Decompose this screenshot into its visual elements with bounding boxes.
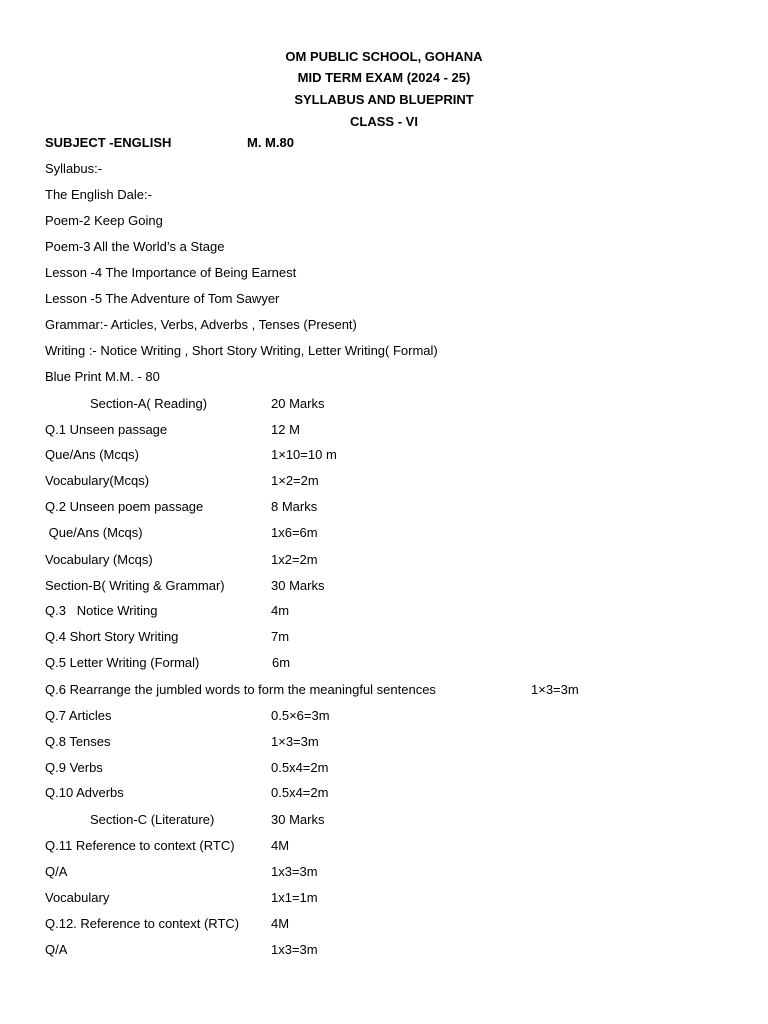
blueprint-row-marks: 1x1=1m [271, 890, 318, 905]
blueprint-row-marks: 1×2=2m [271, 473, 319, 488]
blueprint-row-label: Vocabulary(Mcqs) [45, 473, 150, 488]
blueprint-row-marks: 1x3=3m [271, 942, 318, 957]
blueprint-row-label: Q.5 Letter Writing (Formal) [45, 655, 200, 670]
blueprint-row-marks: 0.5x4=2m [271, 785, 329, 800]
syllabus-heading: Syllabus:- [45, 161, 103, 176]
blueprint-row-label: Q/A [45, 942, 68, 957]
blueprint-row-label: Q.2 Unseen poem passage [45, 499, 204, 514]
blueprint-row-label: Q.1 Unseen passage [45, 422, 168, 437]
book-title: The English Dale:- [45, 187, 152, 202]
blueprint-heading: Blue Print M.M. - 80 [45, 369, 160, 384]
blueprint-row-label: Q.7 Articles [45, 708, 112, 723]
blueprint-row-marks: 7m [271, 629, 290, 644]
blueprint-row-label: Q.10 Adverbs [45, 785, 124, 800]
blueprint-row-marks: 0.5x4=2m [271, 760, 329, 775]
blueprint-row-label: Q.4 Short Story Writing [45, 629, 179, 644]
blueprint-row-marks: 30 Marks [271, 812, 325, 827]
syllabus-item: Writing :- Notice Writing , Short Story Writing, Letter Writing( Formal) [45, 343, 438, 358]
blueprint-row-marks: 12 M [271, 422, 300, 437]
blueprint-row-label: Section-A( Reading) [90, 396, 208, 411]
blueprint-row-label: Section-B( Writing & Grammar) [45, 578, 225, 593]
syllabus-item: Grammar:- Articles, Verbs, Adverbs , Tenses (Present) [45, 317, 357, 332]
school-name: OM PUBLIC SCHOOL, GOHANA [285, 49, 483, 64]
document-title: SYLLABUS AND BLUEPRINT [294, 92, 474, 107]
exam-title: MID TERM EXAM (2024 - 25) [297, 70, 471, 85]
blueprint-row-marks: 1x6=6m [271, 525, 318, 540]
max-marks-label: M. M.80 [247, 135, 294, 150]
blueprint-row-label: Q/A [45, 864, 68, 879]
blueprint-row-marks: 4M [271, 838, 290, 853]
syllabus-item: Poem-2 Keep Going [45, 213, 163, 228]
subject-label: SUBJECT -ENGLISH [45, 135, 172, 150]
blueprint-row-label: Que/Ans (Mcqs) [45, 447, 139, 462]
blueprint-row-label: Q.11 Reference to context (RTC) [45, 838, 235, 853]
blueprint-row-marks: 1×10=10 m [271, 447, 337, 462]
class-label: CLASS - VI [350, 114, 418, 129]
blueprint-row-marks: 0.5×6=3m [271, 708, 330, 723]
blueprint-row-marks: 4m [271, 603, 290, 618]
blueprint-row-marks: 20 Marks [271, 396, 325, 411]
blueprint-row-label: Vocabulary (Mcqs) [45, 552, 153, 567]
blueprint-row-marks: 6m [272, 655, 291, 670]
blueprint-row-label: Q.9 Verbs [45, 760, 103, 775]
blueprint-row-marks: 4M [271, 916, 290, 931]
blueprint-row-marks: 8 Marks [271, 499, 318, 514]
blueprint-row-label: Vocabulary [45, 890, 110, 905]
blueprint-row-label: Section-C (Literature) [90, 812, 215, 827]
syllabus-item: Lesson -5 The Adventure of Tom Sawyer [45, 291, 280, 306]
blueprint-row-marks: 1x3=3m [271, 864, 318, 879]
blueprint-row-marks: 1×3=3m [271, 734, 319, 749]
blueprint-row-label: Q.8 Tenses [45, 734, 111, 749]
blueprint-row-marks: 1x2=2m [271, 552, 318, 567]
blueprint-row-label: Q.12. Reference to context (RTC) [45, 916, 240, 931]
blueprint-row-label: Que/Ans (Mcqs) [45, 525, 143, 540]
blueprint-row-label: Q.6 Rearrange the jumbled words to form the meaningful sentences [45, 682, 436, 697]
blueprint-row-label: Q.3 Notice Writing [45, 603, 158, 618]
blueprint-row-marks: 30 Marks [271, 578, 325, 593]
blueprint-row-marks: 1×3=3m [531, 682, 579, 697]
syllabus-item: Lesson -4 The Importance of Being Earnest [45, 265, 297, 280]
syllabus-item: Poem-3 All the World’s a Stage [45, 239, 225, 254]
